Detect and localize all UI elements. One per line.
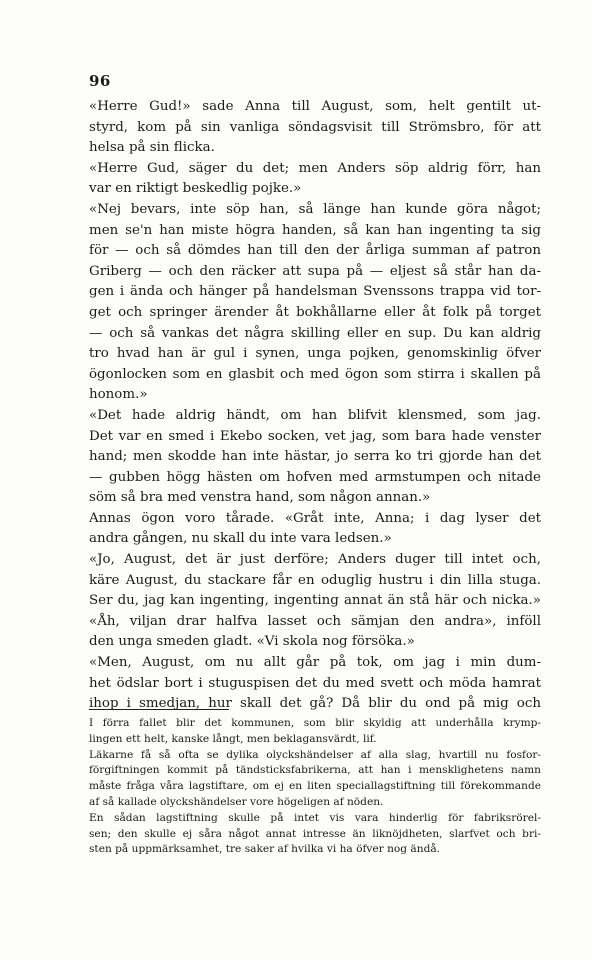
text-line: för — och så dömdes han till den der årliga summan af patron xyxy=(89,243,541,259)
text-line: Annas ögon voro tårade. «Gråt inte, Anna; i dag lyser det xyxy=(89,510,541,526)
text-line: ihop i smedjan, hur skall det gå? Då blir du ond på mig och xyxy=(89,696,541,712)
text-line: «Men, August, om nu allt går på tok, om jag i min dum- xyxy=(89,655,541,671)
text-line: men se'n han miste högra handen, så kan han ingenting ta sig xyxy=(89,222,541,238)
text-line: «Herre Gud, säger du det; men Anders söp aldrig förr, han xyxy=(89,160,541,176)
text-line: «Nej bevars, inte söp han, så länge han kunde göra något; xyxy=(89,201,541,217)
text-line: hand; men skodde han inte hästar, jo serra ko tri gjorde han det xyxy=(89,449,541,465)
text-line: «Det hade aldrig händt, om han blifvit klensmed, som jag. xyxy=(89,407,541,423)
text-line: gen i ända och hänger på handelsman Svenssons trappa vid tor- xyxy=(89,284,541,300)
text-line: var en riktigt beskedlig pojke.» xyxy=(89,181,302,197)
footnote-line: sten på uppmärksamhet, tre saker af hvilka vi ha öfver nog ändå. xyxy=(89,843,441,856)
text-line: den unga smeden gladt. «Vi skola nog försöka.» xyxy=(89,634,415,650)
footnote-line: måste fråga våra lagstiftare, om ej en liten speciallagstiftning till förekommande xyxy=(89,780,541,793)
text-line: söm så bra med venstra hand, som någon annan.» xyxy=(89,490,431,506)
text-line: tro hvad han är gul i synen, unga pojken, genomskinlig öfver xyxy=(89,346,541,362)
footnote-divider xyxy=(89,709,229,710)
text-line: Ser du, jag kan ingenting, ingenting annat än stå här och nicka.» xyxy=(89,593,541,609)
body-text xyxy=(89,97,541,715)
text-line: Det var en smed i Ekebo socken, vet jag, som bara hade venster xyxy=(89,428,541,444)
text-line: Griberg — och den räcker att supa på — eljest så står han da- xyxy=(89,263,541,279)
text-line: «Herre Gud!» sade Anna till August, som, helt gentilt ut- xyxy=(89,99,541,114)
text-line: andra gången, nu skall du inte vara ledsen.» xyxy=(89,531,392,547)
text-line: — gubben högg hästen om hofven med armstumpen och nitade xyxy=(89,469,541,485)
page-number: 96 xyxy=(89,72,111,90)
text-line: get och springer ärender åt bokhållarne eller åt folk på torget xyxy=(89,304,541,320)
text-line: helsa på sin flicka. xyxy=(89,140,215,156)
text-line: ögonlocken som en glasbit och med ögon som stirra i skallen på xyxy=(89,366,541,382)
text-line: — och så vankas det några skilling eller en sup. Du kan aldrig xyxy=(89,325,541,341)
footnote-line: sen; den skulle ej såra något annat intresse än liknöjdheten, slarfvet och bri- xyxy=(89,827,541,840)
footnote-line: lingen ett helt, kanske långt, men beklagansvärdt, lif. xyxy=(89,732,377,745)
footnote-line: förgiftningen kommit på tändsticksfabrikerna, att han i mensklighetens namn xyxy=(89,764,541,777)
text-line: «Jo, August, det är just derföre; Anders duger till intet och, xyxy=(89,552,541,568)
text-line: käre August, du stackare får en odugli̇g hustru i din lilla stuga. xyxy=(89,572,541,588)
text-line: het ödslar bort i stuguspisen det du med svett och möda hamrat xyxy=(89,675,541,691)
text-line: styrd, kom på sin vanliga söndagsvisit till Strömsbro, för att xyxy=(89,119,541,135)
text-line: «Åh, viljan drar halfva lasset och sämjan den andra», inföll xyxy=(89,613,541,629)
footnotes xyxy=(89,716,541,858)
text-line: honom.» xyxy=(89,387,148,403)
footnote-line: En sådan lagstiftning skulle på intet vis vara hinderlig för fabriksrörel- xyxy=(89,811,541,824)
footnote-line: I förra fallet blir det kommunen, som blir skyldig att underhålla krymp- xyxy=(89,717,541,729)
footnote-line: Läkarne få så ofta se dylika olyckshändelser af alla slag, hvartill nu fosfor- xyxy=(89,748,541,761)
footnote-line: af så kallade olyckshändelser vore högeligen af nöden. xyxy=(89,795,384,808)
